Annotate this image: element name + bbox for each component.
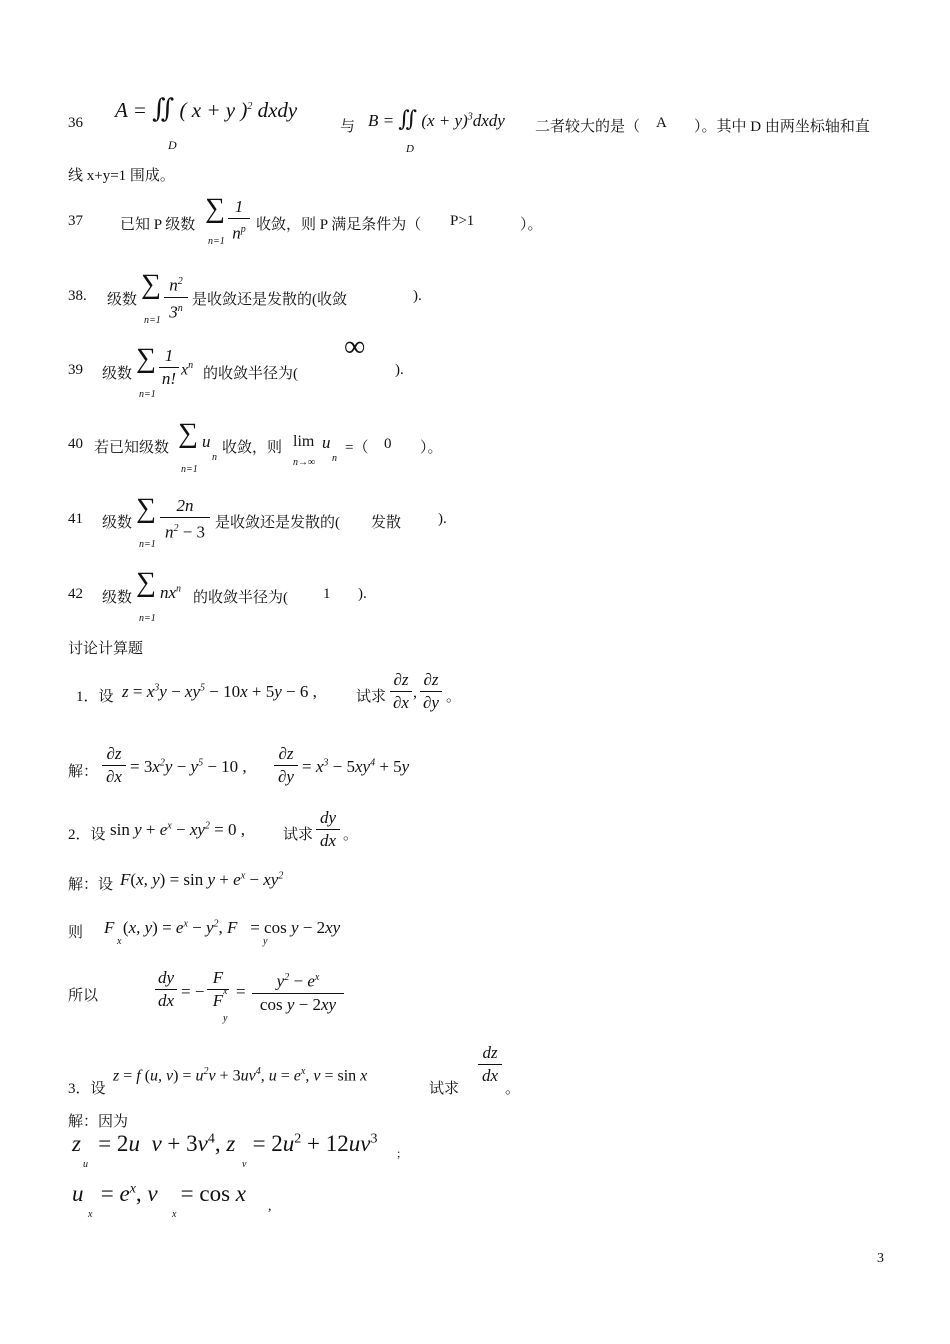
- p2-ask: 试求: [283, 827, 314, 843]
- q42-term: $nx^n$: [160, 583, 182, 602]
- q37-sigma: ∑: [205, 193, 225, 224]
- q36-compare-text: 二者较大的是（: [535, 119, 641, 135]
- q36-with-text: 与: [340, 119, 356, 135]
- p3-comma: ,: [268, 1199, 272, 1214]
- q40-number: 40: [68, 436, 83, 452]
- q39-close: ).: [395, 362, 404, 378]
- q39-fraction: 1 n!: [159, 346, 179, 389]
- p1-solution-label: 解：: [68, 764, 99, 780]
- p3-semicolon: ;: [397, 1146, 401, 1160]
- q38-prefix: 级数: [107, 292, 138, 308]
- q37-prefix: 已知 P 级数: [120, 217, 196, 233]
- p3-formula: z = f (u, $v) = u^2v + 3uv^4$, $u = e^x$, v = sin x: [113, 1066, 368, 1085]
- q42-close: ).: [358, 586, 367, 602]
- q38-sigma: ∑: [141, 269, 161, 300]
- q36-number: 36: [68, 115, 83, 131]
- q41-number: 41: [68, 511, 83, 527]
- p2-frac-Fy-sub: y: [223, 1013, 228, 1024]
- q42-answer: 1: [323, 586, 331, 602]
- q36-line2: 线 x+y=1 围成。: [68, 168, 175, 184]
- q40-lim-lower: n→∞: [293, 457, 316, 468]
- q36-formula-B: B = ∬ $(x + y)^3dxdy$: [368, 106, 505, 131]
- p2-sol-dy-dx: dy dx: [155, 968, 177, 1011]
- p3-label: 3．设: [68, 1081, 106, 1097]
- section-title: 讨论计算题: [68, 641, 144, 657]
- q38-mid: 是收敛还是发散的(收敛: [192, 292, 347, 308]
- q40-un: u: [322, 433, 331, 452]
- p3-ask: 试求: [429, 1081, 460, 1097]
- q42-number: 42: [68, 586, 83, 602]
- p3-partials-zu-zv: z = 2u $v + 3v^4$, $z = 2u^2 + 12uv^3$: [72, 1131, 378, 1156]
- p3-vx-sub: x: [172, 1209, 177, 1220]
- p2-solution-label: 解：设: [68, 877, 114, 893]
- q40-sigma-lower: n=1: [181, 464, 198, 475]
- p1-label: 1．设: [76, 689, 114, 705]
- q42-mid: 的收敛半径为(: [193, 590, 288, 606]
- p2-frac-Fx-sub: x: [223, 986, 228, 997]
- q40-u-sub: n: [212, 452, 217, 463]
- q39-mid: 的收敛半径为(: [203, 366, 298, 382]
- p2-eq: =: [236, 982, 246, 1001]
- q41-sigma-lower: n=1: [139, 539, 156, 550]
- q38-number: 38.: [68, 288, 87, 304]
- q41-fraction: 2n $n^2 - 3$: [160, 496, 210, 543]
- q39-power-term: $x^n$: [181, 360, 194, 379]
- q41-answer: 发散: [371, 515, 402, 531]
- p2-so-label: 所以: [68, 988, 99, 1004]
- q39-number: 39: [68, 362, 83, 378]
- q42-prefix: 级数: [102, 590, 133, 606]
- q36-domain-B: D: [406, 143, 414, 155]
- p1-comma: ,: [413, 684, 417, 701]
- p2-dy-dx: dy dx: [316, 808, 340, 851]
- p3-ux-sub: x: [88, 1209, 93, 1220]
- q40-prefix: 若已知级数: [94, 440, 170, 456]
- p2-end: 。: [343, 827, 359, 843]
- p2-eq-minus: = −: [181, 982, 205, 1001]
- q37-number: 37: [68, 213, 83, 229]
- p3-zu-sub: u: [83, 1159, 88, 1170]
- q41-prefix: 级数: [102, 515, 133, 531]
- q36-domain-A: D: [168, 138, 177, 152]
- q40-un-sub: n: [332, 453, 337, 464]
- q39-sigma-lower: n=1: [139, 389, 156, 400]
- q41-mid: 是收敛还是发散的(: [215, 515, 340, 531]
- page-number: 3: [877, 1251, 884, 1266]
- q39-sigma: ∑: [136, 343, 156, 374]
- q39-prefix: 级数: [102, 366, 133, 382]
- p3-zv-sub: v: [242, 1159, 247, 1170]
- q40-answer: 0: [384, 436, 392, 452]
- q41-sigma: ∑: [136, 493, 156, 524]
- p2-formula: $\sin y + e^x - xy^2 = 0$ ,: [110, 820, 246, 839]
- q40-lim: lim: [293, 433, 315, 450]
- p2-Fy-sub: y: [263, 936, 268, 947]
- p1-sol-formula-x: = $3x^2y - y^5 - 10$ ,: [130, 757, 247, 776]
- q40-sigma: ∑: [178, 418, 198, 449]
- q41-close: ).: [438, 511, 447, 527]
- p1-ask: 试求: [356, 689, 387, 705]
- p2-then-label: 则: [68, 925, 84, 941]
- q38-sigma-lower: n=1: [144, 315, 161, 326]
- q38-close: ).: [413, 288, 422, 304]
- p3-end: 。: [505, 1081, 521, 1097]
- p1-sol-formula-y: = $x^3 - 5xy^4 + 5y$: [302, 757, 410, 776]
- p2-Fx-sub: x: [117, 936, 122, 947]
- p1-dz-dx: ∂z ∂x: [390, 670, 412, 713]
- q42-sigma-lower: n=1: [139, 613, 156, 624]
- q40-eq: =（: [345, 440, 369, 456]
- q40-close: ）。: [420, 440, 443, 456]
- p2-Fx-Fy: F F: [207, 968, 229, 1011]
- p3-solution-label: 解：因为: [68, 1114, 129, 1130]
- q36-tail-text: ）。其中 D 由两坐标轴和直: [694, 119, 870, 135]
- q36-answer: A: [656, 115, 667, 131]
- p3-dz-dx: dz dx: [478, 1043, 502, 1086]
- p1-sol-dz-dx: ∂z ∂x: [102, 744, 126, 787]
- p1-dz-dy: ∂z ∂y: [420, 670, 442, 713]
- q39-answer: ∞: [344, 330, 366, 363]
- q40-mid: 收敛，则: [222, 440, 283, 456]
- q40-u: u: [202, 432, 211, 451]
- p2-sol-F: F(x, $y) = \sin y + e^x - xy^2$: [120, 870, 284, 889]
- p3-partials-ux-vx: $u = e^x$, v = cos x: [72, 1181, 246, 1206]
- p2-result-fraction: $y^2 - e^x$ cos y − 2xy: [252, 968, 344, 1015]
- p1-formula: $z = x^3y - xy^5 - 10x + 5y - 6$ ,: [122, 682, 317, 701]
- p2-partials: F (x, $y) = e^x - y^2$, F = cos y − 2xy: [104, 918, 341, 937]
- q42-sigma: ∑: [136, 567, 156, 598]
- q38-fraction: $n^2$ 3$^n$: [164, 272, 188, 322]
- q37-mid: 收敛，则 P 满足条件为（: [256, 217, 422, 233]
- q37-sigma-lower: n=1: [208, 236, 225, 247]
- p2-label: 2．设: [68, 827, 106, 843]
- q37-fraction: 1 $n^p$: [228, 197, 250, 244]
- p1-sol-dz-dy: ∂z ∂y: [274, 744, 298, 787]
- q36-formula-A: A = ∬ ( x + y )$^2$ dxdy: [115, 94, 298, 123]
- q37-answer: P>1: [450, 213, 475, 229]
- p1-end: 。: [446, 689, 462, 705]
- q37-close: ）。: [520, 217, 543, 233]
